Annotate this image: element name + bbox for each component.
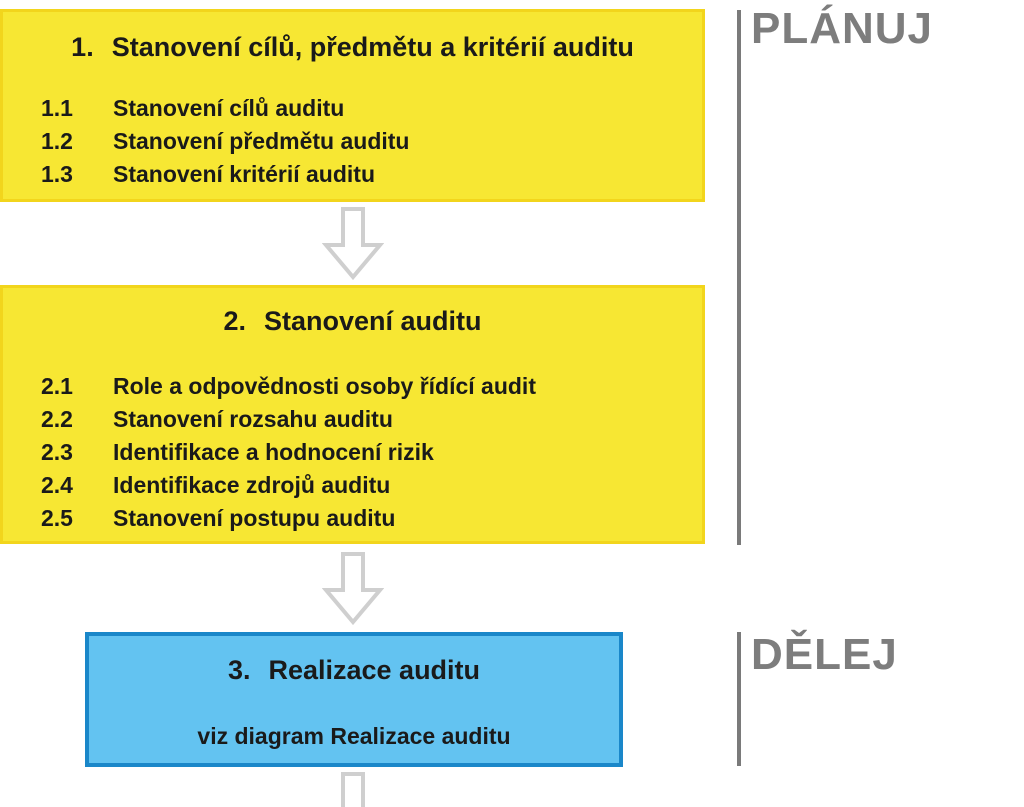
step3-subtitle: viz diagram Realizace auditu: [197, 723, 511, 749]
item-number: 2.5: [41, 505, 73, 531]
step2-title-text: Stanovení auditu: [264, 306, 482, 336]
step1-box: [0, 9, 705, 202]
item-label: Role a odpovědnosti osoby řídící audit: [113, 373, 536, 399]
step2-list: [41, 370, 536, 535]
step3-title: [89, 655, 619, 686]
list-item: [41, 370, 536, 403]
item-number: 2.2: [41, 406, 73, 432]
step1-list: [41, 92, 409, 191]
step2-box: [0, 285, 705, 544]
item-number: 1.3: [41, 161, 73, 187]
step2-number: 2.: [223, 306, 246, 336]
list-item: [41, 436, 536, 469]
item-number: 1.1: [41, 95, 73, 121]
item-label: Identifikace zdrojů auditu: [113, 472, 391, 498]
list-item: [41, 92, 409, 125]
item-label: Stanovení cílů auditu: [113, 95, 345, 121]
step1-number: 1.: [71, 32, 94, 62]
item-number: 2.4: [41, 472, 73, 498]
item-label: Identifikace a hodnocení rizik: [113, 439, 434, 465]
plan-phase-bar: [737, 10, 741, 545]
flow-arrow-down-icon: [322, 772, 384, 807]
list-item: [41, 125, 409, 158]
step1-title-text: Stanovení cílů, předmětu a kritérií auditu: [111, 32, 634, 62]
item-number: 1.2: [41, 128, 73, 154]
step3-box: [85, 632, 623, 767]
item-number: 2.1: [41, 373, 73, 399]
item-label: Stanovení postupu auditu: [113, 505, 396, 531]
list-item: [41, 158, 409, 191]
item-label: Stanovení rozsahu auditu: [113, 406, 393, 432]
item-number: 2.3: [41, 439, 73, 465]
flow-arrow-down-icon: [322, 552, 384, 626]
do-phase-bar: [737, 632, 741, 766]
list-item: [41, 469, 536, 502]
step3-number: 3.: [227, 655, 251, 685]
plan-phase-label: PLÁNUJ: [751, 4, 934, 53]
flow-arrow-down-icon: [322, 207, 384, 281]
step2-title: [3, 306, 702, 337]
item-label: Stanovení kritérií auditu: [113, 161, 375, 187]
step3-title-text: Realizace auditu: [268, 655, 481, 685]
list-item: [41, 502, 536, 535]
step1-title: [3, 32, 702, 63]
list-item: [41, 403, 536, 436]
do-phase-label: DĚLEJ: [751, 630, 898, 679]
item-label: Stanovení předmětu auditu: [113, 128, 410, 154]
